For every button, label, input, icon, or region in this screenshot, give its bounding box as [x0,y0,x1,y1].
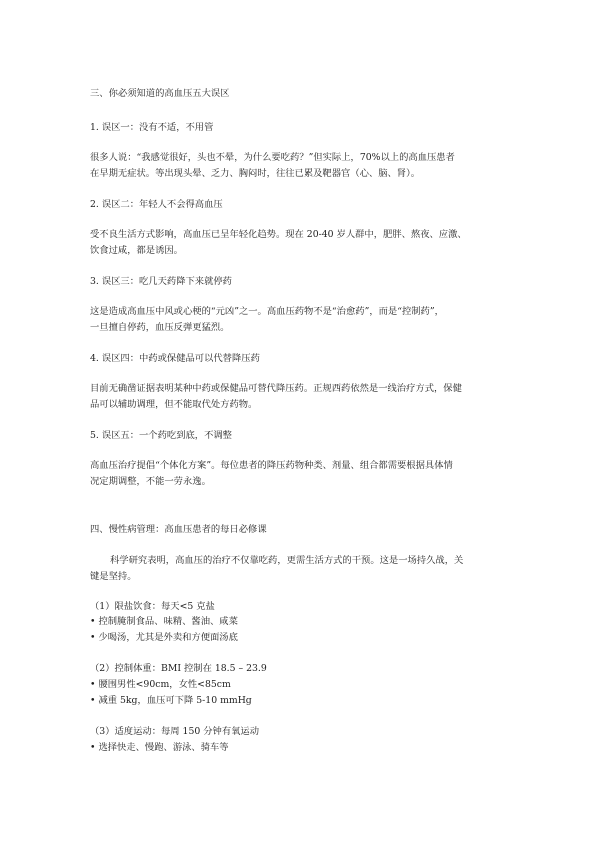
weight-group-heading: （2）控制体重：BMI 控制在 18.5 – 23.9 [90,663,267,674]
myth-2-text-line-1: 受不良生活方式影响，高血压已呈年轻化趋势。现在 20-40 岁人群中，肥胖、熬夜、应激、 [90,229,467,240]
section-4-intro-line-1: 科学研究表明，高血压的治疗不仅靠吃药，更需生活方式的干预。这是一场持久战，关 [110,555,464,566]
section-3-title: 三、你必须知道的高血压五大误区 [90,88,230,99]
weight-item-2: • 减重 5kg，血压可下降 5-10 mmHg [90,695,252,706]
myth-4-heading: 4. 误区四：中药或保健品可以代替降压药 [90,353,260,364]
myth-3-text-line-2: 一旦擅自停药，血压反弹更猛烈。 [90,322,230,333]
myth-4-text-line-1: 目前无确凿证据表明某种中药或保健品可替代降压药。正规西药依然是一线治疗方式，保健 [90,383,462,394]
section-4-title: 四、慢性病管理：高血压患者的每日必修课 [90,524,267,535]
myth-1-text-line-1: 很多人说：“我感觉很好，头也不晕，为什么要吃药？”但实际上，70%以上的高血压患者 [90,152,455,163]
salt-item-2: • 少喝汤，尤其是外卖和方便面汤底 [90,632,238,643]
myth-5-text-line-2: 况定期调整，不能一劳永逸。 [90,476,211,487]
myth-5-text-line-1: 高血压治疗提倡“个体化方案”。每位患者的降压药物种类、剂量、组合都需要根据具体情 [90,460,453,471]
myth-5-heading: 5. 误区五：一个药吃到底，不调整 [90,430,232,441]
myth-4-text-line-2: 品可以辅助调理，但不能取代处方药物。 [90,399,258,410]
exercise-group-heading: （3）适度运动：每周 150 分钟有氧运动 [90,726,260,737]
myth-1-text-line-2: 在早期无症状。等出现头晕、乏力、胸闷时，往往已累及靶器官（心、脑、肾）。 [90,168,421,179]
myth-2-text-line-2: 饮食过咸，都是诱因。 [90,245,183,256]
myth-1-heading: 1. 误区一：没有不适，不用管 [90,122,214,133]
weight-item-1: • 腰围男性<90cm，女性<85cm [90,679,231,690]
myth-3-heading: 3. 误区三：吃几天药降下来就停药 [90,276,232,287]
salt-item-1: • 控制腌制食品、味精、酱油、咸菜 [90,616,238,627]
salt-group-heading: （1）限盐饮食：每天<5 克盐 [90,601,215,612]
myth-2-heading: 2. 误区二：年轻人不会得高血压 [90,199,223,210]
exercise-item-1: • 选择快走、慢跑、游泳、骑车等 [90,742,229,753]
section-4-intro-line-2: 键是坚持。 [90,571,137,582]
myth-3-text-line-1: 这是造成高血压中风或心梗的“元凶”之一。高血压药物不是“治愈药”，而是“控制药”， [90,306,444,317]
